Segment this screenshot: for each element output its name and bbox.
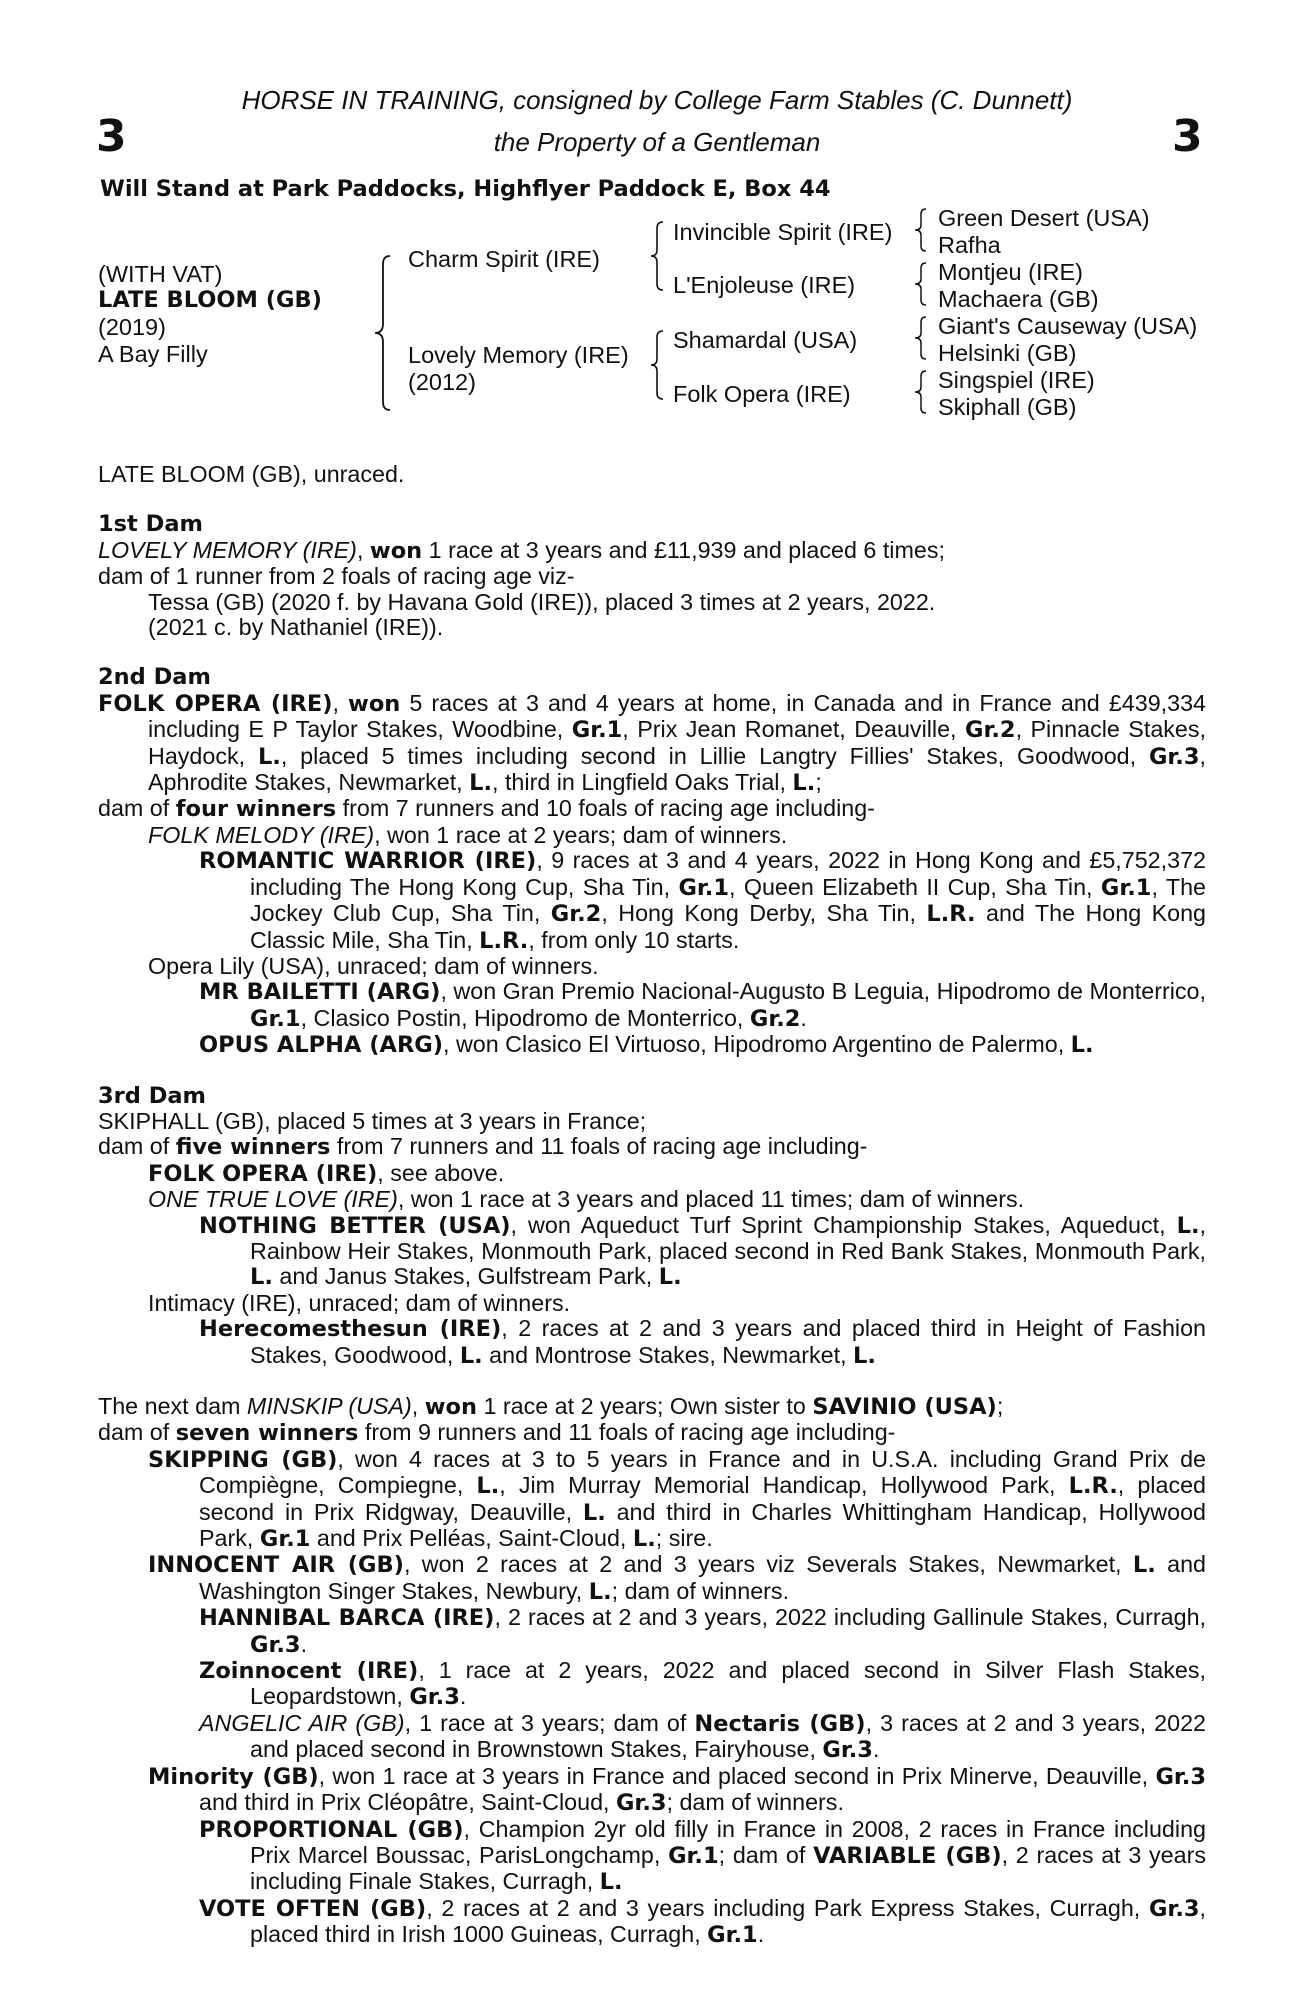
third-dam-record: SKIPHALL (GB), placed 5 times at 3 years in France;: [98, 1107, 647, 1134]
horse-name: LATE BLOOM (GB): [98, 287, 322, 313]
grandsire-7: Singspiel (IRE): [938, 367, 1095, 393]
produce-entry: MR BAILETTI (ARG), won Gran Premio Nacional-Augusto B Leguia, Hipodromo de Monterrico, Gr.1, Clasico Postin, Hipodromo de Monterrico, Gr.2.: [199, 978, 1206, 1032]
pedigree-brace-sire: [648, 220, 666, 292]
lot-number-left: 3: [96, 111, 127, 162]
produce-entry: ROMANTIC WARRIOR (IRE), 9 races at 3 and 4 years, 2022 in Hong Kong and £5,752,372 including The Hong Kong Cup, Sha Tin, Gr.1, Queen Elizabeth II Cup, Sha Tin, Gr.1, The Jockey Club Cup, Sha Tin, Gr.2, Hong Kong Derby, Sha Tin, L.R. and The Hong Kong Classic Mile, Sha Tin, L.R., from only 10 starts.: [199, 847, 1206, 954]
dam-dam-name: Folk Opera (IRE): [673, 381, 851, 407]
produce-entry: INNOCENT AIR (GB), won 2 races at 2 and 3 years viz Severals Stakes, Newmarket, L. and Washington Singer Stakes, Newbury, L.; dam of winners.: [148, 1551, 1207, 1605]
horse-year: (2019): [98, 314, 166, 340]
produce-entry: Minority (GB), won 1 race at 3 years in France and placed second in Prix Minerve, Deauville, Gr.3 and third in Prix Cléopâtre, Saint-Cloud, Gr.3; dam of winners.: [148, 1762, 1206, 1817]
granddam-6: Helsinki (GB): [938, 340, 1077, 366]
foal-entry: (2021 c. by Nathaniel (IRE)).: [148, 614, 444, 641]
produce-entry: SKIPPING (GB), won 4 races at 3 to 5 years in France and in U.S.A. including Grand Prix de Compiègne, Compiegne, L., Jim Murray Memorial Handicap, Hollywood Park, L.R., placed second in Prix Ridgway, Deauville, L. and third in Charles Whittingham Handicap, Hollywood Park, Gr.1 and Prix Pelléas, Saint-Cloud, L.; sire.: [148, 1445, 1207, 1553]
dam-sire-name: Shamardal (USA): [673, 327, 858, 353]
pedigree-brace-gen1: [372, 254, 394, 412]
consignor-line: HORSE IN TRAINING, consigned by College Farm Stables (C. Dunnett): [241, 85, 1073, 115]
produce-entry: Herecomesthesun (IRE), 2 races at 2 and 3 years and placed third in Height of Fashion Stakes, Goodwood, L. and Montrose Stakes, Newmarket, L.: [199, 1315, 1206, 1369]
stand-location: Will Stand at Park Paddocks, Highflyer Paddock E, Box 44: [100, 176, 831, 202]
pedigree-brace-g3-2: [912, 261, 930, 307]
produce-entry: HANNIBAL BARCA (IRE), 2 races at 2 and 3 years, 2022 including Gallinule Stakes, Curragh, Gr.3.: [199, 1604, 1206, 1658]
pedigree-brace-dam: [648, 329, 666, 401]
pedigree-brace-g3-1: [912, 207, 930, 253]
section-heading-2nd-dam: 2nd Dam: [98, 664, 211, 691]
property-line: the Property of a Gentleman: [493, 127, 821, 157]
lot-number-right: 3: [1172, 111, 1203, 162]
grandsire-3: Montjeu (IRE): [938, 259, 1083, 285]
second-dam-produce: dam of four winners from 7 runners and 10 foals of racing age including-: [98, 795, 875, 823]
section-heading-1st-dam: 1st Dam: [98, 511, 203, 538]
dam-year: (2012): [408, 369, 476, 395]
next-dam-record: The next dam MINSKIP (USA), won 1 race at 2 years; Own sister to SAVINIO (USA);: [98, 1393, 1004, 1420]
dam-name: Lovely Memory (IRE): [408, 342, 629, 368]
grandsire-5: Giant's Causeway (USA): [938, 313, 1198, 339]
foal-entry: Tessa (GB) (2020 f. by Havana Gold (IRE)), placed 3 times at 2 years, 2022.: [148, 588, 936, 615]
next-dam-name: MINSKIP (USA): [246, 1393, 412, 1419]
produce-entry: NOTHING BETTER (USA), won Aqueduct Turf Sprint Championship Stakes, Aqueduct, L., Rainbow Heir Stakes, Monmouth Park, placed second in Red Bank Stakes, Monmouth Park, L. and Janus Stakes, Gulfstream Park, L.: [199, 1211, 1206, 1291]
produce-entry: Intimacy (IRE), unraced; dam of winners.: [148, 1289, 571, 1316]
second-dam-record: FOLK OPERA (IRE), won 5 races at 3 and 4 years at home, in Canada and in France and £439,334 including E P Taylor Stakes, Woodbine, Gr.1, Prix Jean Romanet, Deauville, Gr.2, Pinnacle Stakes, Haydock, L., placed 5 times including second in Lillie Langtry Fillies' Stakes, Goodwood, Gr.3, Aphrodite Stakes, Newmarket, L., third in Lingfield Oaks Trial, L.;: [98, 689, 1207, 797]
vat-note: (WITH VAT): [98, 261, 223, 287]
granddam-8: Skiphall (GB): [938, 394, 1077, 420]
first-dam-produce: dam of 1 runner from 2 foals of racing age viz-: [98, 563, 575, 590]
pedigree-brace-g3-4: [912, 369, 930, 415]
intro-line: LATE BLOOM (GB), unraced.: [98, 461, 405, 487]
produce-entry: ONE TRUE LOVE (IRE), won 1 race at 3 years and placed 11 times; dam of winners.: [148, 1186, 1025, 1213]
produce-entry: OPUS ALPHA (ARG), won Clasico El Virtuoso, Hipodromo Argentino de Palermo, L.: [199, 1031, 1094, 1059]
sire-dam-name: L'Enjoleuse (IRE): [673, 272, 856, 298]
pedigree-brace-g3-3: [912, 315, 930, 361]
first-dam-name: LOVELY MEMORY (IRE): [98, 536, 357, 563]
second-dam-name: FOLK OPERA (IRE): [98, 690, 333, 717]
produce-entry: PROPORTIONAL (GB), Champion 2yr old filly in France in 2008, 2 races in France including Prix Marcel Boussac, ParisLongchamp, Gr.1; dam of VARIABLE (GB), 2 races at 3 years including Finale Stakes, Curragh, L.: [199, 1815, 1207, 1896]
section-heading-3rd-dam: 3rd Dam: [98, 1082, 206, 1109]
produce-entry: FOLK OPERA (IRE), see above.: [148, 1159, 505, 1187]
produce-entry: ANGELIC AIR (GB), 1 race at 3 years; dam of Nectaris (GB), 3 races at 2 and 3 years, 2022 and placed second in Brownstown Stakes, Fairyhouse, Gr.3.: [199, 1709, 1206, 1764]
first-dam-record: LOVELY MEMORY (IRE), won 1 race at 3 years and £11,939 and placed 6 times;: [98, 536, 945, 564]
granddam-2: Rafha: [938, 232, 1001, 258]
grandsire-1: Green Desert (USA): [938, 205, 1150, 231]
produce-entry: Zoinnocent (IRE), 1 race at 2 years, 2022 and placed second in Silver Flash Stakes, Leopardstown, Gr.3.: [199, 1657, 1206, 1711]
next-dam-produce: dam of seven winners from 9 runners and 11 foals of racing age including-: [98, 1419, 896, 1447]
granddam-4: Machaera (GB): [938, 286, 1099, 312]
produce-entry: FOLK MELODY (IRE), won 1 race at 2 years; dam of winners.: [148, 821, 788, 848]
sire-name: Charm Spirit (IRE): [408, 246, 600, 272]
produce-entry: VOTE OFTEN (GB), 2 races at 2 and 3 years including Park Express Stakes, Curragh, Gr.3, placed third in Irish 1000 Guineas, Curragh, Gr.1.: [199, 1894, 1207, 1949]
sire-sire-name: Invincible Spirit (IRE): [673, 219, 893, 245]
produce-entry: Opera Lily (USA), unraced; dam of winners.: [148, 952, 599, 979]
catalogue-body: [98, 462, 1206, 1949]
horse-description: A Bay Filly: [98, 341, 208, 367]
third-dam-produce: dam of five winners from 7 runners and 11 foals of racing age including-: [98, 1133, 868, 1161]
